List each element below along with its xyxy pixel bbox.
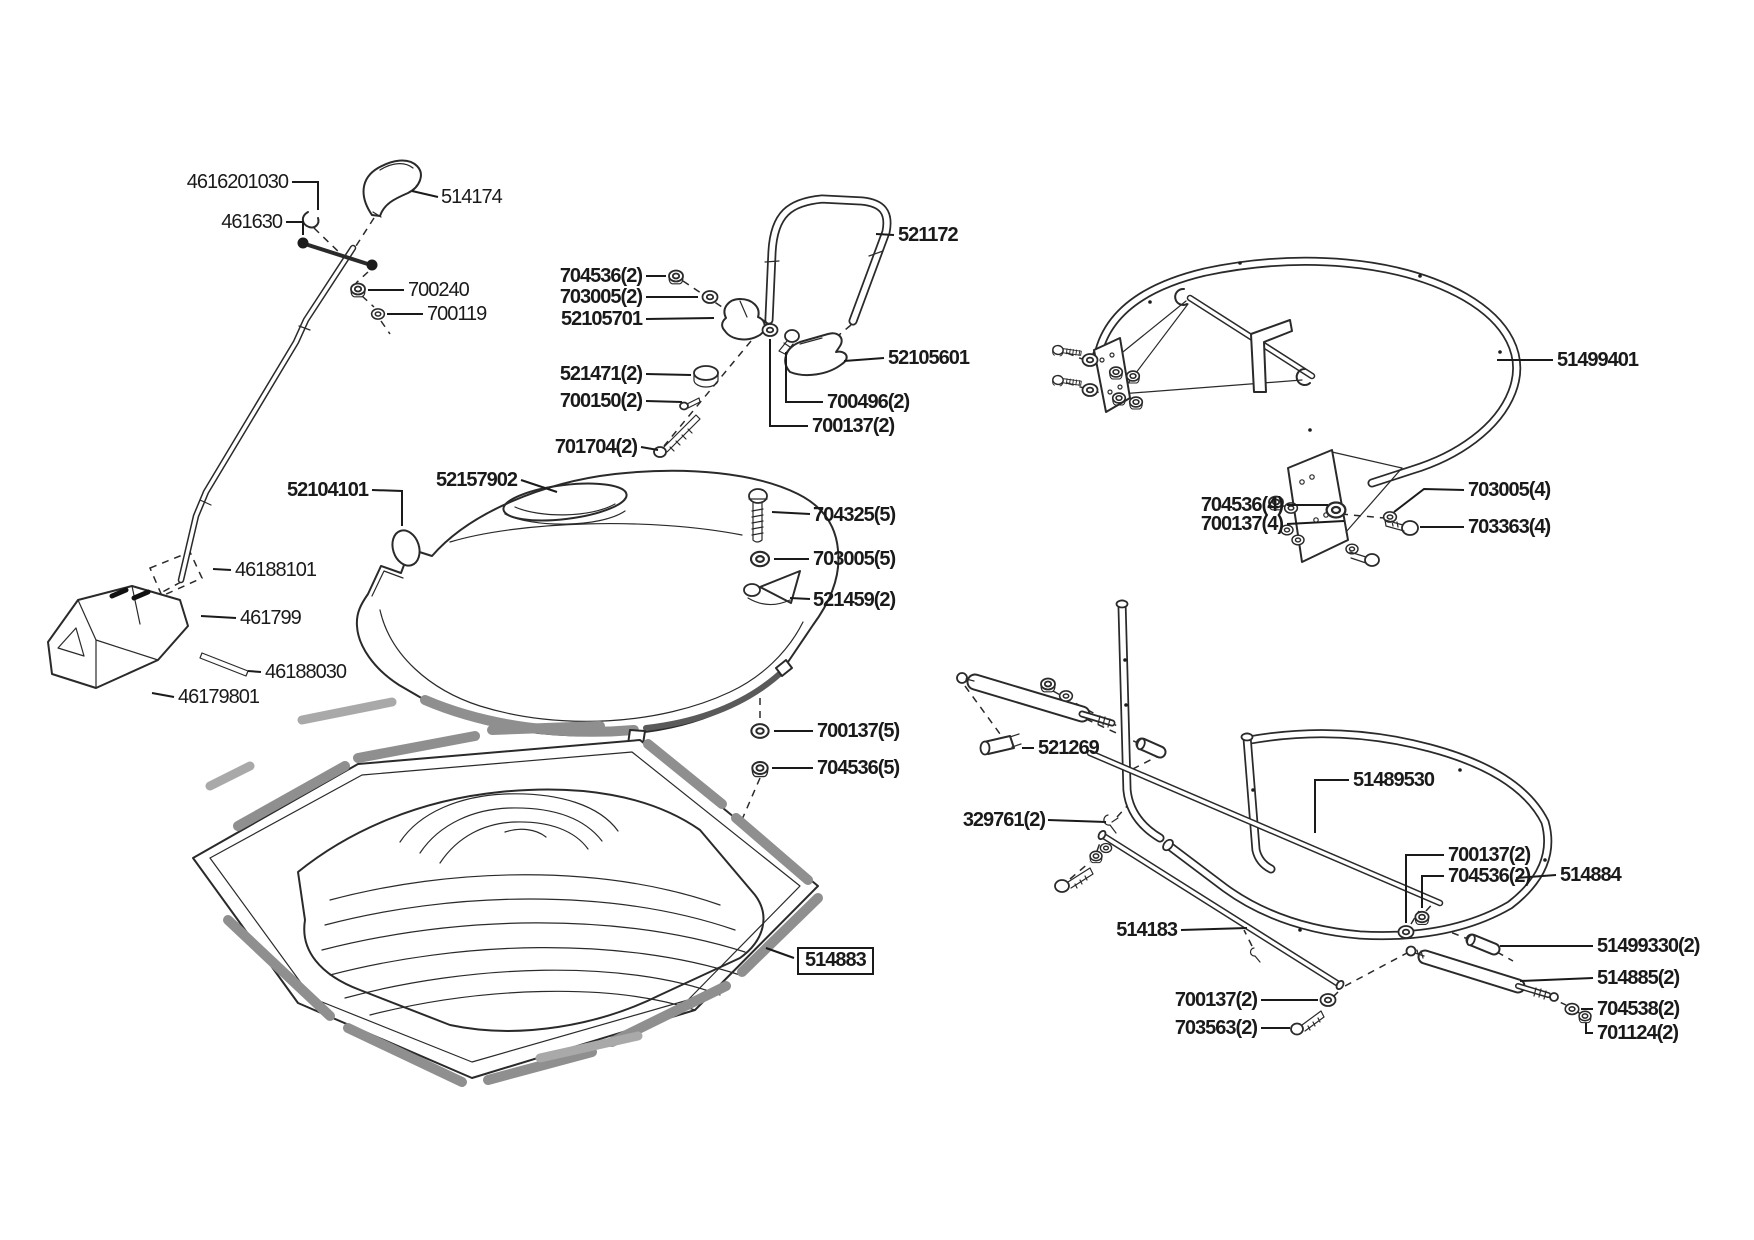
part-label-704538-2: 704538(2)	[1597, 998, 1680, 1020]
part-label-521269: 521269	[1038, 737, 1099, 759]
rear-frame-assembly	[957, 601, 1591, 1035]
part-label-521471-2: 521471(2)	[559, 363, 642, 385]
part-label-329761-2: 329761(2)	[962, 809, 1045, 831]
part-label-704536-2: 704536(2)	[559, 265, 642, 287]
part-label-700150-2: 700150(2)	[559, 390, 642, 412]
part-label-700137-5: 700137(5)	[817, 720, 900, 742]
part-label-700137-4: 700137(4)	[1200, 513, 1283, 535]
part-label-514174: 514174	[441, 186, 502, 208]
part-label-704536-4: 704536(4)	[1200, 494, 1283, 516]
pan-assembly	[193, 702, 818, 1082]
part-label-703005-4: 703005(4)	[1468, 479, 1551, 501]
part-label-46188101: 46188101	[235, 559, 316, 581]
part-label-461799: 461799	[240, 607, 301, 629]
part-label-51499401: 51499401	[1557, 349, 1638, 371]
part-label-700496-2: 700496(2)	[827, 391, 910, 413]
part-label-514183: 514183	[1116, 919, 1177, 941]
part-label-703563-2: 703563(2)	[1174, 1017, 1257, 1039]
part-label-521172: 521172	[898, 224, 958, 246]
part-label-4616201030: 4616201030	[186, 171, 288, 193]
part-label-704536-2b: 704536(2)	[1448, 865, 1531, 887]
part-label-51499330-2: 51499330(2)	[1597, 935, 1700, 957]
part-label-703363-4: 703363(4)	[1468, 516, 1551, 538]
part-label-700119: 700119	[427, 303, 487, 325]
part-label-704536-5: 704536(5)	[817, 757, 900, 779]
part-label-51489530: 51489530	[1353, 769, 1434, 791]
part-label-521459-2: 521459(2)	[813, 589, 896, 611]
part-label-703005-2: 703005(2)	[559, 286, 642, 308]
part-label-514883: 514883	[797, 947, 874, 975]
part-label-46179801: 46179801	[178, 686, 259, 708]
part-label-701124-2: 701124(2)	[1597, 1022, 1679, 1044]
catcher-frame-assembly	[1052, 261, 1517, 566]
part-label-700137-2c: 700137(2)	[1174, 989, 1257, 1011]
part-label-514884: 514884	[1560, 864, 1621, 886]
part-label-52157902: 52157902	[436, 469, 517, 491]
part-label-703005-5: 703005(5)	[813, 548, 896, 570]
part-label-52105701: 52105701	[561, 308, 642, 330]
part-label-704325-5: 704325(5)	[813, 504, 896, 526]
part-label-52104101: 52104101	[287, 479, 368, 501]
part-label-461630: 461630	[221, 211, 282, 233]
part-label-46188030: 46188030	[265, 661, 346, 683]
part-label-514885-2: 514885(2)	[1597, 967, 1680, 989]
part-label-700137-2b: 700137(2)	[1448, 844, 1531, 866]
part-label-52105601: 52105601	[888, 347, 969, 369]
part-label-700240: 700240	[408, 279, 469, 301]
part-label-701704-2: 701704(2)	[554, 436, 637, 458]
part-label-700137-2a: 700137(2)	[812, 415, 895, 437]
